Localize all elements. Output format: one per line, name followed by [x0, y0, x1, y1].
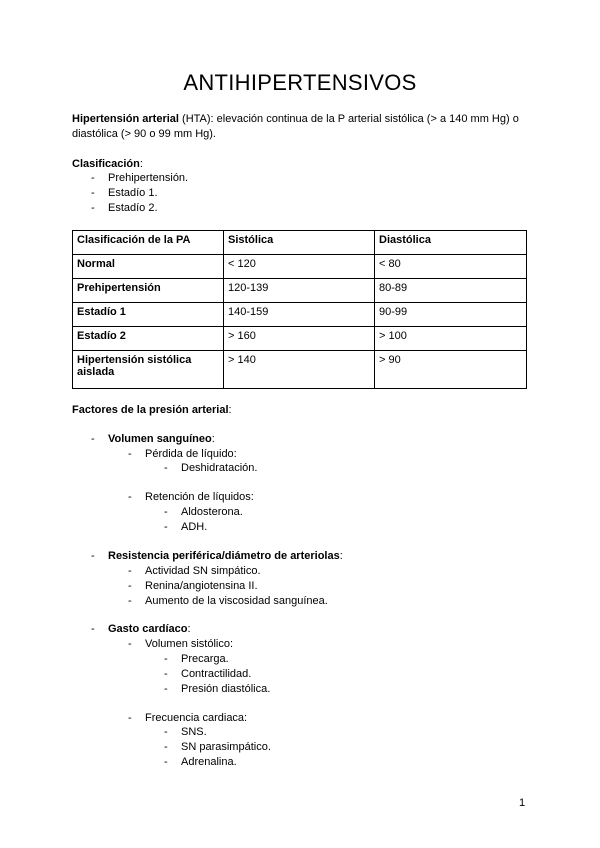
table-row	[73, 351, 527, 389]
factor-gasto: Gasto cardíaco:	[108, 623, 191, 635]
dash-mark: -	[91, 187, 95, 199]
dash-mark: -	[128, 580, 132, 592]
table-cell: > 160	[224, 327, 375, 351]
dash-mark: -	[164, 653, 168, 665]
page-number: 1	[519, 797, 526, 809]
intro-paragraph	[72, 112, 532, 142]
dash-mark: -	[164, 756, 168, 768]
dash-mark: -	[91, 623, 95, 635]
classification-heading: Clasificación:	[72, 158, 143, 170]
list-item: Contractilidad.	[181, 668, 252, 680]
table-cell: < 80	[375, 255, 527, 279]
list-item: Pérdida de líquido:	[145, 448, 237, 460]
dash-mark: -	[164, 462, 168, 474]
dash-mark: -	[91, 202, 95, 214]
factors-heading: Factores de la presión arterial:	[72, 404, 232, 416]
factor-volumen: Volumen sanguíneo:	[108, 433, 215, 445]
intro-definition: (HTA): elevación continua de la P arterial sistólica (> a 140 mm Hg) o diastólica (> 90 o 99 mm Hg).	[72, 113, 519, 140]
list-item: Precarga.	[181, 653, 229, 665]
table-row	[73, 303, 527, 327]
table-row	[73, 279, 527, 303]
table-cell: Normal	[73, 255, 224, 279]
table-cell: Estadío 1	[73, 303, 224, 327]
dash-mark: -	[164, 726, 168, 738]
table-cell: 80-89	[375, 279, 527, 303]
list-item: Deshidratación.	[181, 462, 258, 474]
classification-item: Estadío 1.	[108, 187, 158, 199]
dash-mark: -	[128, 595, 132, 607]
list-item: Presión diastólica.	[181, 683, 271, 695]
list-item: ADH.	[181, 521, 208, 533]
list-item: Renina/angiotensina II.	[145, 580, 258, 592]
table-cell: Hipertensión sistólica aislada	[73, 351, 224, 389]
table-header-cell: Sistólica	[224, 231, 375, 255]
classification-item: Estadío 2.	[108, 202, 158, 214]
table-header-row	[73, 231, 527, 255]
dash-mark: -	[164, 506, 168, 518]
table-header-cell: Diastólica	[375, 231, 527, 255]
table-cell: > 140	[224, 351, 375, 389]
table-cell: > 100	[375, 327, 527, 351]
table-cell: < 120	[224, 255, 375, 279]
page-title: ANTIHIPERTENSIVOS	[183, 70, 417, 95]
dash-mark: -	[91, 172, 95, 184]
factor-resistencia: Resistencia periférica/diámetro de arteriolas:	[108, 550, 343, 562]
list-item: Frecuencia cardiaca:	[145, 712, 248, 724]
list-item: Aumento de la viscosidad sanguínea.	[145, 595, 328, 607]
dash-mark: -	[128, 638, 132, 650]
table-header-cell: Clasificación de la PA	[73, 231, 224, 255]
dash-mark: -	[91, 550, 95, 562]
dash-mark: -	[164, 668, 168, 680]
list-item: SN parasimpático.	[181, 741, 271, 753]
table-cell: > 90	[375, 351, 527, 389]
dash-mark: -	[128, 491, 132, 503]
classification-item: Prehipertensión.	[108, 172, 189, 184]
dash-mark: -	[164, 741, 168, 753]
table-cell: 120-139	[224, 279, 375, 303]
dash-mark: -	[91, 433, 95, 445]
table-cell: Estadío 2	[73, 327, 224, 351]
table-cell: Prehipertensión	[73, 279, 224, 303]
dash-mark: -	[128, 448, 132, 460]
list-item: Volumen sistólico:	[145, 638, 234, 650]
table-row	[73, 327, 527, 351]
list-item: SNS.	[181, 726, 207, 738]
dash-mark: -	[128, 712, 132, 724]
table-cell: 90-99	[375, 303, 527, 327]
list-item: Adrenalina.	[181, 756, 237, 768]
list-item: Aldosterona.	[181, 506, 243, 518]
pa-classification-table	[72, 230, 527, 389]
table-cell: 140-159	[224, 303, 375, 327]
table-row	[73, 255, 527, 279]
intro-term: Hipertensión arterial	[72, 113, 179, 125]
list-item: Retención de líquidos:	[145, 491, 254, 503]
list-item: Actividad SN simpático.	[145, 565, 261, 577]
dash-mark: -	[164, 683, 168, 695]
dash-mark: -	[164, 521, 168, 533]
dash-mark: -	[128, 565, 132, 577]
